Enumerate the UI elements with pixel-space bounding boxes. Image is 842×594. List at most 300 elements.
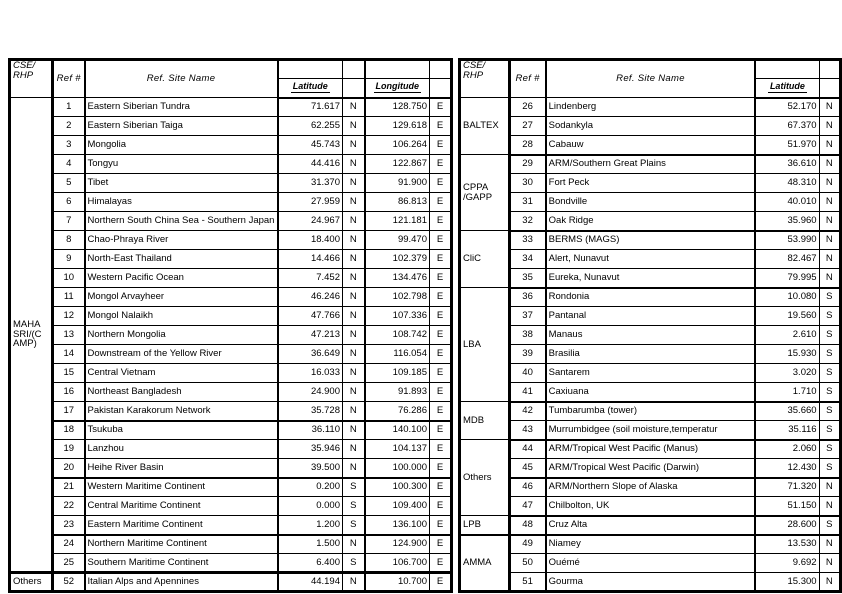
table-row <box>10 535 452 554</box>
table-row <box>10 212 452 231</box>
site-name-cell: Oak Ridge <box>546 212 756 231</box>
ref-number-cell: 8 <box>53 231 85 250</box>
ref-number-cell: 5 <box>53 174 85 193</box>
table-row <box>460 421 841 440</box>
column-header-longitude <box>365 79 430 98</box>
latitude-cell: 36.110 <box>278 421 343 440</box>
table-row <box>10 402 452 421</box>
longitude-hemisphere-cell: E <box>430 440 452 459</box>
longitude-hemisphere-cell: E <box>430 288 452 307</box>
right-table-container <box>458 58 842 593</box>
longitude-hemisphere-cell: E <box>430 497 452 516</box>
ref-number-cell: 40 <box>509 364 546 383</box>
site-name-cell: Downstream of the Yellow River <box>85 345 278 364</box>
ref-number-cell: 39 <box>509 345 546 364</box>
table-row <box>10 497 452 516</box>
latitude-hemisphere-cell: N <box>343 174 365 193</box>
table-row <box>460 212 841 231</box>
column-header-latitude <box>755 79 819 98</box>
ref-number-cell: 47 <box>509 497 546 516</box>
ref-number-cell: 2 <box>53 117 85 136</box>
column-header-lat-hemisphere <box>819 79 840 98</box>
site-name-cell: Tongyu <box>85 155 278 174</box>
longitude-cell: 102.379 <box>365 250 430 269</box>
latitude-cell: 47.213 <box>278 326 343 345</box>
table-row <box>460 554 841 573</box>
site-name-cell: Santarem <box>546 364 756 383</box>
site-name-cell: Cruz Alta <box>546 516 756 535</box>
latitude-cell: 35.660 <box>755 402 819 421</box>
latitude-hemisphere-cell: N <box>343 421 365 440</box>
latitude-hemisphere-cell: S <box>343 497 365 516</box>
latitude-cell: 13.530 <box>755 535 819 554</box>
site-name-cell: Brasilia <box>546 345 756 364</box>
latitude-hemisphere-cell: S <box>819 383 840 402</box>
ref-number-cell: 34 <box>509 250 546 269</box>
table-row <box>460 497 841 516</box>
table-row <box>10 345 452 364</box>
latitude-hemisphere-cell: N <box>343 136 365 155</box>
table-row <box>460 516 841 535</box>
longitude-hemisphere-cell: E <box>430 212 452 231</box>
longitude-cell: 76.286 <box>365 402 430 421</box>
longitude-cell: 104.137 <box>365 440 430 459</box>
table-row <box>460 364 841 383</box>
site-name-cell: Gourma <box>546 573 756 592</box>
latitude-hemisphere-cell: N <box>819 155 840 174</box>
latitude-cell: 2.610 <box>755 326 819 345</box>
ref-number-cell: 26 <box>509 98 546 117</box>
ref-number-cell: 4 <box>53 155 85 174</box>
latitude-cell: 12.430 <box>755 459 819 478</box>
site-name-cell: ARM/Tropical West Pacific (Manus) <box>546 440 756 459</box>
longitude-hemisphere-cell: E <box>430 383 452 402</box>
latitude-cell: 82.467 <box>755 250 819 269</box>
group-label-line-1: CPPA <box>463 181 489 193</box>
latitude-hemisphere-cell: N <box>343 459 365 478</box>
site-name-cell: Mongol Nalaikh <box>85 307 278 326</box>
latitude-cell: 1.500 <box>278 535 343 554</box>
latitude-hemisphere-cell: N <box>819 231 840 250</box>
column-header-lat-hemisphere <box>343 79 365 98</box>
table-row <box>460 459 841 478</box>
site-name-cell: Central Vietnam <box>85 364 278 383</box>
latitude-cell: 3.020 <box>755 364 819 383</box>
longitude-hemisphere-cell: E <box>430 535 452 554</box>
latitude-label: Latitude <box>292 81 328 92</box>
latitude-cell: 48.310 <box>755 174 819 193</box>
ref-number-cell: 16 <box>53 383 85 402</box>
latitude-hemisphere-cell: N <box>819 250 840 269</box>
ref-number-cell: 12 <box>53 307 85 326</box>
table-row <box>460 117 841 136</box>
latitude-cell: 24.900 <box>278 383 343 402</box>
ref-number-cell: 46 <box>509 478 546 497</box>
right-sites-table <box>458 58 842 593</box>
latitude-hemisphere-cell: S <box>819 307 840 326</box>
latitude-cell: 15.300 <box>755 573 819 592</box>
site-name-cell: Bondville <box>546 193 756 212</box>
latitude-cell: 35.946 <box>278 440 343 459</box>
longitude-hemisphere-cell: E <box>430 269 452 288</box>
latitude-cell: 19.560 <box>755 307 819 326</box>
group-label-cell <box>460 155 510 231</box>
ref-number-cell: 31 <box>509 193 546 212</box>
latitude-hemisphere-cell: S <box>819 402 840 421</box>
site-name-cell: ARM/Southern Great Plains <box>546 155 756 174</box>
ref-number-cell: 45 <box>509 459 546 478</box>
column-header-group <box>10 60 53 98</box>
table-row <box>10 117 452 136</box>
site-name-cell: Pantanal <box>546 307 756 326</box>
ref-number-cell: 1 <box>53 98 85 117</box>
latitude-hemisphere-cell: N <box>819 269 840 288</box>
header-row-top <box>460 60 841 79</box>
longitude-hemisphere-cell: E <box>430 174 452 193</box>
group-label-cell: LBA <box>460 288 510 402</box>
group-header-line-1: CSE/ <box>463 60 486 71</box>
site-name-cell: Italian Alps and Apennines <box>85 573 278 592</box>
table-row <box>10 364 452 383</box>
column-header-latitude <box>278 79 343 98</box>
site-name-cell: Lanzhou <box>85 440 278 459</box>
longitude-hemisphere-cell: E <box>430 516 452 535</box>
table-row <box>10 174 452 193</box>
longitude-cell: 86.813 <box>365 193 430 212</box>
ref-number-cell: 30 <box>509 174 546 193</box>
ref-number-cell: 22 <box>53 497 85 516</box>
latitude-cell: 40.010 <box>755 193 819 212</box>
site-name-cell: Rondonia <box>546 288 756 307</box>
site-name-cell: Manaus <box>546 326 756 345</box>
site-name-cell: North-East Thailand <box>85 250 278 269</box>
ref-number-cell: 48 <box>509 516 546 535</box>
latitude-hemisphere-cell: N <box>343 288 365 307</box>
site-name-cell: Central Maritime Continent <box>85 497 278 516</box>
group-label-line-1: MAHA <box>13 318 41 330</box>
site-name-cell: Sodankyla <box>546 117 756 136</box>
longitude-cell: 100.000 <box>365 459 430 478</box>
column-header-group <box>460 60 510 98</box>
longitude-hemisphere-cell: E <box>430 136 452 155</box>
table-row <box>460 288 841 307</box>
latitude-hemisphere-cell: S <box>819 421 840 440</box>
latitude-hemisphere-cell: N <box>819 193 840 212</box>
ref-number-cell: 20 <box>53 459 85 478</box>
latitude-hemisphere-cell: N <box>343 573 365 592</box>
site-name-cell: Ouémé <box>546 554 756 573</box>
site-name-cell: Tibet <box>85 174 278 193</box>
table-row <box>10 231 452 250</box>
latitude-cell: 18.400 <box>278 231 343 250</box>
latitude-hemisphere-cell: N <box>343 383 365 402</box>
ref-number-cell: 28 <box>509 136 546 155</box>
ref-number-cell: 3 <box>53 136 85 155</box>
latitude-hemisphere-cell: N <box>343 193 365 212</box>
latitude-cell: 9.692 <box>755 554 819 573</box>
column-header-lat-spacer <box>755 60 819 79</box>
longitude-hemisphere-cell: E <box>430 231 452 250</box>
site-name-cell: Chilbolton, UK <box>546 497 756 516</box>
longitude-cell: 10.700 <box>365 573 430 592</box>
ref-number-cell: 9 <box>53 250 85 269</box>
table-row <box>460 307 841 326</box>
table-row <box>460 535 841 554</box>
latitude-cell: 1.200 <box>278 516 343 535</box>
site-name-cell: Northeast Bangladesh <box>85 383 278 402</box>
ref-number-cell: 37 <box>509 307 546 326</box>
latitude-hemisphere-cell: N <box>819 174 840 193</box>
latitude-cell: 36.649 <box>278 345 343 364</box>
table-row <box>460 136 841 155</box>
latitude-cell: 67.370 <box>755 117 819 136</box>
ref-number-cell: 25 <box>53 554 85 573</box>
longitude-hemisphere-cell: E <box>430 98 452 117</box>
longitude-hemisphere-cell: E <box>430 421 452 440</box>
group-label-cell: MDB <box>460 402 510 440</box>
table-row <box>460 440 841 459</box>
longitude-cell: 91.893 <box>365 383 430 402</box>
site-name-cell: Alert, Nunavut <box>546 250 756 269</box>
latitude-hemisphere-cell: N <box>343 155 365 174</box>
ref-number-cell: 32 <box>509 212 546 231</box>
longitude-cell: 128.750 <box>365 98 430 117</box>
column-header-lat-hemi-spacer <box>343 60 365 79</box>
table-row <box>10 478 452 497</box>
group-label-cell: CliC <box>460 231 510 288</box>
site-name-cell: Mongolia <box>85 136 278 155</box>
latitude-cell: 2.060 <box>755 440 819 459</box>
latitude-hemisphere-cell: S <box>819 459 840 478</box>
longitude-hemisphere-cell: E <box>430 573 452 592</box>
group-label-cell <box>10 98 53 573</box>
site-name-cell: Western Pacific Ocean <box>85 269 278 288</box>
table-row <box>10 288 452 307</box>
latitude-hemisphere-cell: N <box>819 212 840 231</box>
longitude-hemisphere-cell: E <box>430 250 452 269</box>
ref-number-cell: 29 <box>509 155 546 174</box>
latitude-hemisphere-cell: S <box>343 478 365 497</box>
longitude-hemisphere-cell: E <box>430 193 452 212</box>
latitude-hemisphere-cell: N <box>343 117 365 136</box>
site-name-cell: BERMS (MAGS) <box>546 231 756 250</box>
latitude-cell: 71.320 <box>755 478 819 497</box>
ref-number-cell: 18 <box>53 421 85 440</box>
latitude-cell: 53.990 <box>755 231 819 250</box>
ref-number-cell: 24 <box>53 535 85 554</box>
ref-number-cell: 36 <box>509 288 546 307</box>
ref-number-cell: 11 <box>53 288 85 307</box>
table-row <box>10 421 452 440</box>
site-name-cell: ARM/Northern Slope of Alaska <box>546 478 756 497</box>
latitude-cell: 45.743 <box>278 136 343 155</box>
header-row-top <box>10 60 452 79</box>
longitude-cell: 129.618 <box>365 117 430 136</box>
latitude-hemisphere-cell: N <box>819 478 840 497</box>
latitude-hemisphere-cell: N <box>343 250 365 269</box>
table-row <box>10 193 452 212</box>
site-name-cell: Southern Maritime Continent <box>85 554 278 573</box>
latitude-hemisphere-cell: S <box>819 516 840 535</box>
latitude-cell: 16.033 <box>278 364 343 383</box>
group-header-line-2: RHP <box>463 69 484 81</box>
group-label-line-2: /GAPP <box>463 191 493 203</box>
latitude-cell: 14.466 <box>278 250 343 269</box>
ref-number-cell: 38 <box>509 326 546 345</box>
latitude-cell: 51.150 <box>755 497 819 516</box>
group-label-cell: AMMA <box>460 535 510 592</box>
site-name-cell: Northern South China Sea - Southern Japan <box>85 212 278 231</box>
longitude-hemisphere-cell: E <box>430 364 452 383</box>
ref-number-cell: 6 <box>53 193 85 212</box>
table-row <box>460 269 841 288</box>
longitude-cell: 134.476 <box>365 269 430 288</box>
right-table-header <box>460 60 841 98</box>
longitude-hemisphere-cell: E <box>430 307 452 326</box>
ref-number-cell: 41 <box>509 383 546 402</box>
latitude-cell: 35.960 <box>755 212 819 231</box>
table-row <box>460 383 841 402</box>
site-name-cell: Western Maritime Continent <box>85 478 278 497</box>
longitude-hemisphere-cell: E <box>430 554 452 573</box>
latitude-cell: 6.400 <box>278 554 343 573</box>
latitude-cell: 35.116 <box>755 421 819 440</box>
longitude-cell: 91.900 <box>365 174 430 193</box>
column-header-lon-hemisphere <box>430 79 452 98</box>
latitude-hemisphere-cell: S <box>343 516 365 535</box>
table-row <box>10 573 452 592</box>
longitude-hemisphere-cell: E <box>430 402 452 421</box>
group-label-cell: Others <box>460 440 510 516</box>
latitude-cell: 10.080 <box>755 288 819 307</box>
ref-number-cell: 49 <box>509 535 546 554</box>
ref-number-cell: 43 <box>509 421 546 440</box>
longitude-cell: 136.100 <box>365 516 430 535</box>
table-row <box>10 440 452 459</box>
table-row <box>460 174 841 193</box>
ref-number-cell: 21 <box>53 478 85 497</box>
latitude-cell: 71.617 <box>278 98 343 117</box>
longitude-hemisphere-cell: E <box>430 117 452 136</box>
latitude-cell: 0.000 <box>278 497 343 516</box>
latitude-hemisphere-cell: N <box>343 326 365 345</box>
latitude-cell: 28.600 <box>755 516 819 535</box>
latitude-hemisphere-cell: N <box>343 402 365 421</box>
site-name-cell: Niamey <box>546 535 756 554</box>
site-name-cell: Eureka, Nunavut <box>546 269 756 288</box>
longitude-cell: 108.742 <box>365 326 430 345</box>
latitude-hemisphere-cell: N <box>343 535 365 554</box>
site-name-cell: Himalayas <box>85 193 278 212</box>
site-name-cell: Northern Maritime Continent <box>85 535 278 554</box>
longitude-cell: 106.700 <box>365 554 430 573</box>
longitude-hemisphere-cell: E <box>430 155 452 174</box>
latitude-cell: 44.194 <box>278 573 343 592</box>
longitude-hemisphere-cell: E <box>430 326 452 345</box>
latitude-hemisphere-cell: N <box>343 98 365 117</box>
site-name-cell: Eastern Siberian Taiga <box>85 117 278 136</box>
ref-number-cell: 19 <box>53 440 85 459</box>
site-name-cell: Chao-Phraya River <box>85 231 278 250</box>
longitude-hemisphere-cell: E <box>430 459 452 478</box>
site-name-cell: Northern Mongolia <box>85 326 278 345</box>
table-row <box>10 250 452 269</box>
group-label-line-2: SRI/(C <box>13 328 42 340</box>
latitude-cell: 0.200 <box>278 478 343 497</box>
ref-number-cell: 10 <box>53 269 85 288</box>
latitude-hemisphere-cell: N <box>819 117 840 136</box>
longitude-hemisphere-cell: E <box>430 345 452 364</box>
site-name-cell: Eastern Maritime Continent <box>85 516 278 535</box>
latitude-hemisphere-cell: N <box>819 497 840 516</box>
column-header-lon-spacer <box>365 60 430 79</box>
latitude-cell: 35.728 <box>278 402 343 421</box>
longitude-cell: 124.900 <box>365 535 430 554</box>
right-table-body <box>460 98 841 592</box>
latitude-cell: 24.967 <box>278 212 343 231</box>
latitude-cell: 47.766 <box>278 307 343 326</box>
ref-number-cell: 15 <box>53 364 85 383</box>
table-row <box>460 326 841 345</box>
table-row <box>460 231 841 250</box>
latitude-hemisphere-cell: N <box>343 212 365 231</box>
table-row <box>460 345 841 364</box>
longitude-cell: 109.185 <box>365 364 430 383</box>
longitude-cell: 122.867 <box>365 155 430 174</box>
group-label-line-3: AMP) <box>13 338 37 350</box>
ref-number-cell: 33 <box>509 231 546 250</box>
site-name-cell: ARM/Tropical West Pacific (Darwin) <box>546 459 756 478</box>
longitude-hemisphere-cell: E <box>430 478 452 497</box>
latitude-hemisphere-cell: S <box>819 440 840 459</box>
latitude-cell: 51.970 <box>755 136 819 155</box>
ref-number-cell: 44 <box>509 440 546 459</box>
table-row <box>10 136 452 155</box>
table-row <box>10 155 452 174</box>
group-label-cell: BALTEX <box>460 98 510 155</box>
latitude-cell: 7.452 <box>278 269 343 288</box>
longitude-cell: 109.400 <box>365 497 430 516</box>
latitude-hemisphere-cell: S <box>343 554 365 573</box>
site-name-cell: Eastern Siberian Tundra <box>85 98 278 117</box>
longitude-cell: 116.054 <box>365 345 430 364</box>
ref-number-cell: 51 <box>509 573 546 592</box>
table-row <box>460 573 841 592</box>
group-label-cell: LPB <box>460 516 510 535</box>
latitude-cell: 52.170 <box>755 98 819 117</box>
group-label-cell: Others <box>10 573 53 592</box>
latitude-hemisphere-cell: N <box>343 440 365 459</box>
longitude-cell: 140.100 <box>365 421 430 440</box>
column-header-ref: Ref # <box>509 60 546 98</box>
longitude-label: Longitude <box>375 81 419 92</box>
latitude-cell: 1.710 <box>755 383 819 402</box>
ref-number-cell: 52 <box>53 573 85 592</box>
latitude-cell: 79.995 <box>755 269 819 288</box>
latitude-label: Latitude <box>769 81 805 92</box>
group-header-line-2: RHP <box>13 69 34 81</box>
latitude-hemisphere-cell: S <box>819 364 840 383</box>
site-name-cell: Cabauw <box>546 136 756 155</box>
table-row <box>10 98 452 117</box>
left-table-header <box>10 60 452 98</box>
table-row <box>10 459 452 478</box>
table-row <box>460 250 841 269</box>
latitude-hemisphere-cell: N <box>819 573 840 592</box>
site-name-cell: Heihe River Basin <box>85 459 278 478</box>
ref-number-cell: 14 <box>53 345 85 364</box>
ref-number-cell: 42 <box>509 402 546 421</box>
